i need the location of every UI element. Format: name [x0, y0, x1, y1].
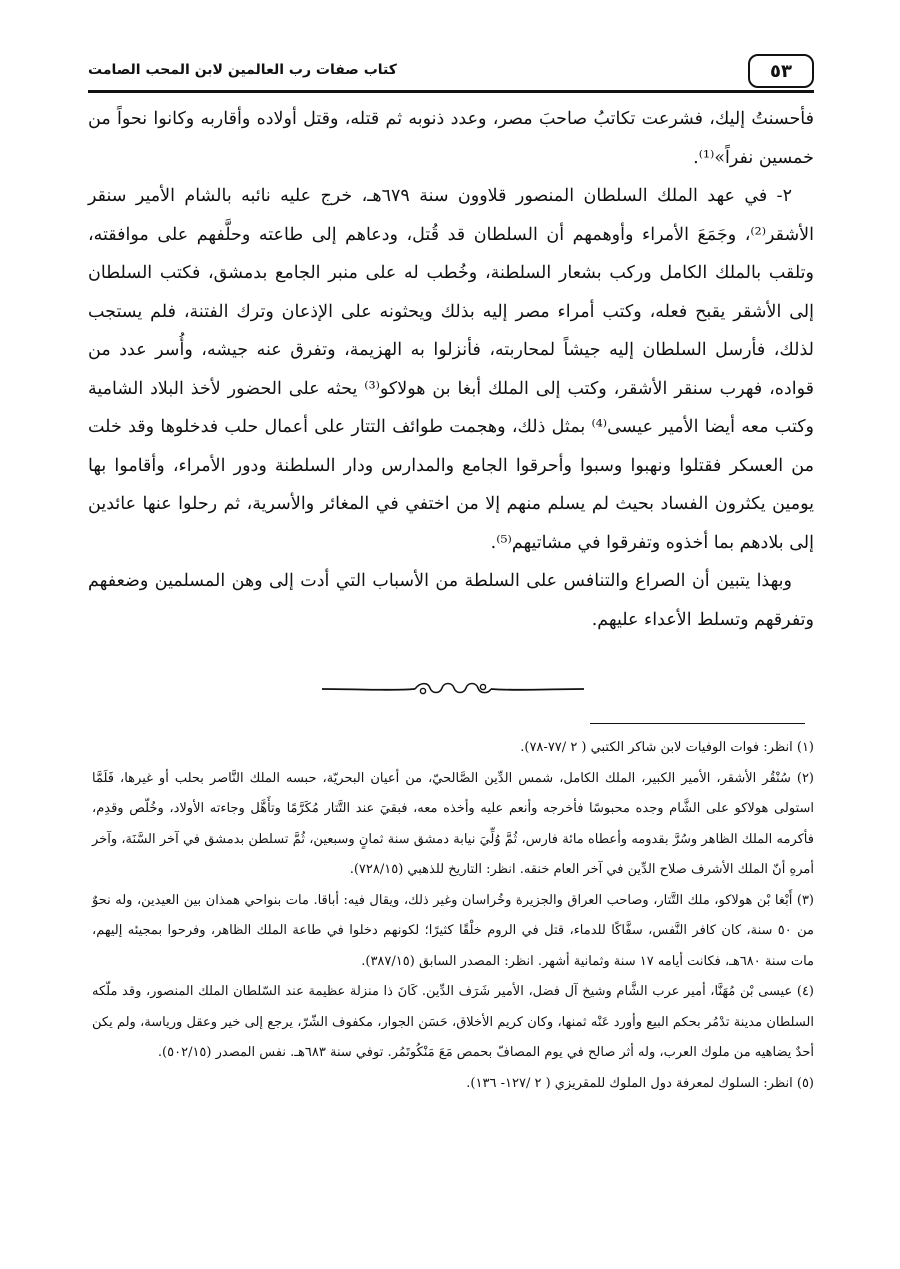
footnote-2: (٢) سُنْقُر الأشقر، الأمير الكبير، الملك الكامل، شمس الدِّين الصَّالحيّ، من أعيان البحريّة، حبسه الملك النَّاصر بحلب أو غيرها، فَلَمَّا استولى هولاكو على الشَّام وجده محبوسًا فأخرجه وأنعم عليه وأخذه معه، فبقيَ عند التَّتار مُكَرَّمًا وتأَهَّل وجاءته الأولاد، وخُلّص وقدِم، فأكرمه الملك الظاهر وسُرَّ بقدومه وأعطاه مائة فارس، ثُمَّ وُلِّيَ نيابة دمشق سنة ثمانٍ وسبعين، ثُمَّ تسلطن بدمشق في آخر السَّنَة، وآخر أمرهِ أنّ الملك الأشرف صلاح الدِّين في آخر العام خنقه. انظر: التاريخ للذهبي (٧٢٨/١٥). — [92, 770, 814, 877]
page-number: ٥٣ — [748, 54, 814, 88]
footnote-separator — [590, 723, 805, 724]
footnote-5: (٥) انظر: السلوك لمعرفة دول الملوك للمقريزي ( ٢ /١٢٧- ١٣٦). — [466, 1075, 814, 1091]
paragraph-3: وبهذا يتبين أن الصراع والتنافس على السلطة من الأسباب التي أدت إلى وهن المسلمين وضعفهم وتفرقهم وتسلط الأعداء عليهم. — [88, 571, 814, 630]
paragraph-2: ٢- في عهد الملك السلطان المنصور قلاوون سنة ٦٧٩هـ، خرج عليه نائبه بالشام الأمير سنقر الأشقر⁽²⁾، وجَمَعَ الأمراء وأوهمهم أن السلطان قد قُتل، ودعاهم إلى طاعته وحلَّفهم على موافقته، وتلقب بالملك الكامل وركب بشعار السلطنة، وخُطب له على منبر الجامع بدمشق، فكتب السلطان إلى الأشقر يقبح فعله، وكتب أمراء مصر إليه بذلك ويحثونه على الإذعان وترك الفتنة، فلم يستجب لذلك، فأرسل السلطان إليه جيشاً لمحاربته، فأنزلوا به الهزيمة، وتفرق عنه جيشه، وأُسر عدد من قواده، فهرب سنقر الأشقر، وكتب إلى الملك أبغا بن هولاكو⁽³⁾ يحثه على الحضور لأخذ البلاد الشامية وكتب معه أيضا الأمير عيسى⁽⁴⁾ بمثل ذلك، وهجمت طوائف التتار على أعمال حلب فدخلوها وقد خلت من العسكر فقتلوا ونهبوا وسبوا وأحرقوا الجامع والمدارس ودار السلطنة ودور الأمراء، وأقاموا بها يومين يكثرون الفساد بحيث لم يسلم منهم إلا من اختفي في المغائر والأسرية، ثم رحلوا عنها عائدين إلى بلادهم بما أخذوه وتفرقوا في مشاتيهم⁽⁵⁾. — [88, 186, 815, 553]
footnote-1: (١) انظر: فوات الوفيات لابن شاكر الكتبي ( ٢ /٧٧-٧٨). — [520, 740, 814, 755]
section-ornament — [320, 678, 586, 700]
main-text — [88, 100, 814, 639]
footnotes — [92, 733, 814, 1099]
header-rule — [88, 90, 814, 93]
footnote-4: (٤) عيسى بْن مُهَنَّا، أمير عرب الشَّام وشيخ آل فضل، الأمير شَرَف الدِّين. كَانَ ذا منزلة عظيمة عند السّلطان الملك المنصور، وقد ملّكه السلطان مدينة تدْمُر بحكم البيع وأورد عَنْه ثمنها، وكان كريم الأخلاق، حَسَن الجوار، مكفوف الشّرّ، يرجع إلى خير وعقل ورياسة، ولم يكن أحدٌ يضاهيه من ملوك العرب، وله أثر صالح في يوم المصافّ بحمص مَعَ مَنْكُوتَمُر. توفي سنة ٦٨٣هـ. نفس المصدر (٥٠٢/١٥). — [92, 984, 814, 1060]
page-header — [88, 52, 814, 92]
paragraph-1: فأحسنتُ إليك، فشرعت تكاتبُ صاحبَ مصر، وعدد ذنوبه ثم قتله، وقتل أولاده وأقاربه وكانوا نحواً من خمسين نفراً»⁽¹⁾. — [88, 109, 814, 168]
footnote-3: (٣) أَبْغا بْن هولاكو، ملك التَّتار، وصاحب العراق والجزيرة وخُراسان وغير ذلك، ويقال فيه: أباقا. مات بنواحي همذان بين العيدين، وله نحوٌ من ٥٠ سنة، كان كافر النَّفس، سفَّاكًا للدماء، قتل في الروم خلْقًا كثيرًا؛ لكونهم دخلوا في طاعة الملك الظاهر، وفرحوا بمجيئه إليهم، مات سنة ٦٨٠هـ، فكانت أيامه ١٧ سنة وثمانية أشهر. انظر: المصدر السابق (٣٨٧/١٥). — [92, 892, 814, 969]
book-title: كتاب صفات رب العالمين لابن المحب الصامت — [88, 62, 397, 78]
